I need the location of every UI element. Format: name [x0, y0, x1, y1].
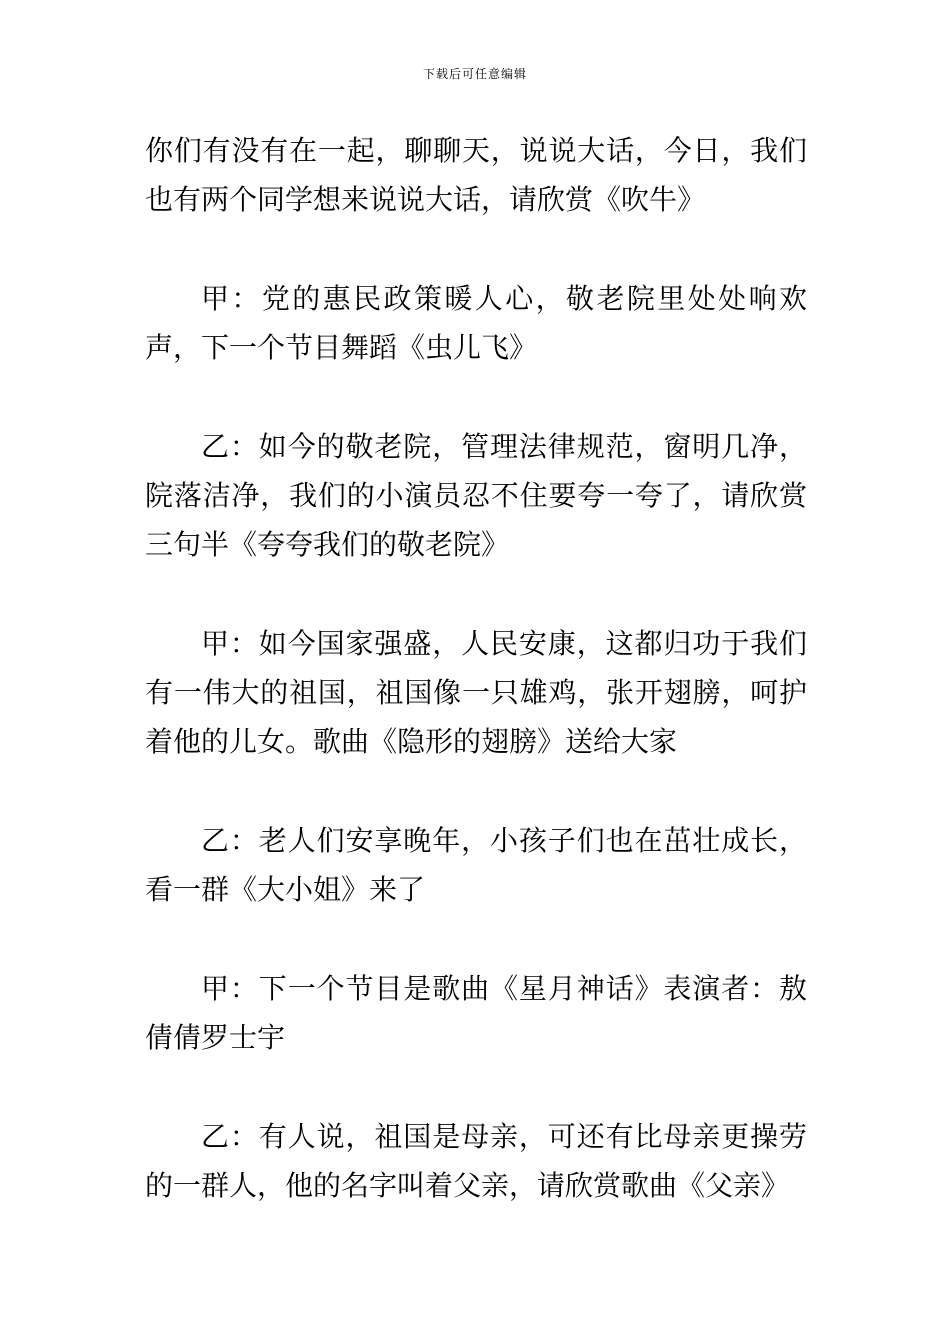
paragraph-jia-song-xingyue: 甲：下一个节目是歌曲《星月神话》表演者：敖倩倩罗士宇: [145, 972, 807, 1054]
page-header: 下载后可任意编辑: [422, 67, 527, 81]
paragraph-yi-song-father: 乙：有人说，祖国是母亲，可还有比母亲更操劳的一群人，他的名字叫着父亲，请欣赏歌曲《父亲》: [145, 1120, 807, 1202]
paragraph-jia-dance: 甲：党的惠民政策暖人心，敬老院里处处响欢声，下一个节目舞蹈《虫儿飞》: [145, 282, 807, 364]
paragraph-yi-daxiaojie: 乙：老人们安享晚年，小孩子们也在茁壮成长，看一群《大小姐》来了: [145, 824, 807, 906]
paragraph-intro: 你们有没有在一起，聊聊天，说说大话，今日，我们也有两个同学想来说说大话，请欣赏《吹牛》: [145, 134, 807, 216]
paragraph-yi-sanjuban: 乙：如今的敬老院，管理法律规范，窗明几净，院落洁净，我们的小演员忍不住要夸一夸了，请欣赏三句半《夸夸我们的敬老院》: [145, 430, 807, 561]
paragraph-jia-song-wings: 甲：如今国家强盛，人民安康，这都归功于我们有一伟大的祖国，祖国像一只雄鸡，张开翅膀，呵护着他的儿女。歌曲《隐形的翅膀》送给大家: [145, 627, 807, 758]
document-body: [145, 126, 807, 1210]
